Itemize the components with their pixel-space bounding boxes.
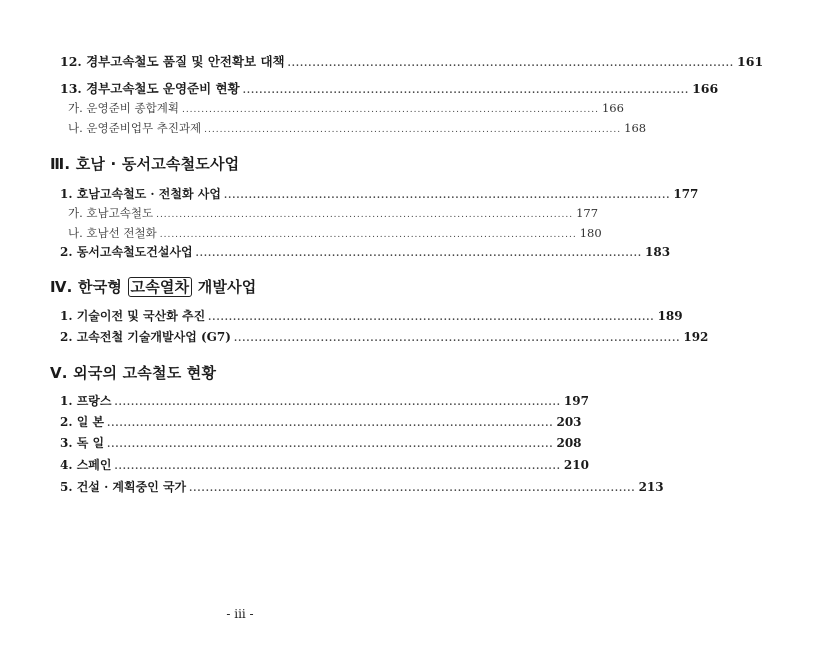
leader-dots: ............................................................................................................ (223, 191, 671, 201)
toc-entry: 12. 경부고속철도 품질 및 안전확보 대책 ............................................................................................................ 161 (0, 52, 480, 70)
leader-dots: ............................................................................................................ (242, 86, 690, 96)
toc-entry: 1. 기술이전 및 국산화 추진 ............................................................................................................ 189 (0, 307, 480, 324)
leader-dots: ............................................................................................................ (114, 462, 561, 472)
page-number: 177 (673, 187, 699, 201)
boxed-term: 고속열차 (128, 277, 193, 297)
page-number: 161 (737, 54, 764, 69)
leader-dots: ............................................................................................................ (233, 334, 681, 344)
toc-subentry: 나. 운영준비업무 추진과제 ............................................................................................................ 168 (0, 120, 480, 136)
page-footer-number: - iii - (226, 607, 254, 621)
leader-dots: ............................................................................................................ (287, 59, 735, 69)
leader-dots: ............................................................................................................ (189, 484, 636, 494)
page-number: 166 (601, 101, 624, 115)
leader-dots: ............................................................................................................ (181, 105, 599, 115)
leader-dots: ............................................................................................................ (159, 230, 577, 240)
toc-entry: 5. 건설 · 계획중인 국가 ............................................................................................................ 213 (0, 478, 480, 495)
page-number: 210 (563, 458, 589, 472)
page-number: 197 (563, 394, 589, 408)
section-heading: Ⅲ. 호남 · 동서고속철도사업 (50, 155, 240, 173)
toc-entry: 13. 경부고속철도 운영준비 현황 ............................................................................................................ 166 (0, 79, 480, 97)
page-number: 192 (683, 330, 709, 344)
leader-dots: ............................................................................................................ (204, 125, 622, 135)
page-number: 203 (556, 415, 582, 429)
leader-dots: ............................................................................................................ (156, 210, 574, 220)
page-number: 189 (657, 309, 683, 323)
toc-subentry: 가. 운영준비 종합계획 ............................................................................................................ 166 (0, 100, 480, 116)
page-number: 180 (579, 226, 602, 240)
page-number: 168 (624, 121, 647, 135)
section-heading: Ⅴ. 외국의 고속철도 현황 (50, 364, 217, 382)
page-number: 213 (638, 480, 664, 494)
toc-entry: 4. 스페인 ............................................................................................................ 210 (0, 456, 480, 473)
toc-entry: 1. 프랑스 ............................................................................................................ 197 (0, 392, 480, 409)
leader-dots: ............................................................................................................ (107, 440, 554, 450)
section-heading: Ⅳ. 한국형 고속열차 개발사업 (50, 278, 257, 296)
leader-dots: ............................................................................................................ (195, 249, 643, 259)
page-number: 183 (645, 245, 671, 259)
toc-entry: 2. 고속전철 기술개발사업 (G7) ............................................................................................................ 192 (0, 328, 480, 345)
toc-entry: 3. 독 일 ............................................................................................................ 208 (0, 434, 480, 451)
toc-entry: 2. 일 본 ............................................................................................................ 203 (0, 413, 480, 430)
toc-subentry: 나. 호남선 전철화 ............................................................................................................ 180 (0, 225, 480, 241)
toc-entry: 1. 호남고속철도 · 전철화 사업 ............................................................................................................ 177 (0, 185, 480, 202)
toc-subentry: 가. 호남고속철도 ............................................................................................................ 177 (0, 205, 480, 221)
leader-dots: ............................................................................................................ (208, 313, 655, 323)
leader-dots: ............................................................................................................ (114, 398, 561, 408)
page-number: 166 (692, 81, 719, 96)
toc-entry: 2. 동서고속철도건설사업 ............................................................................................................ 183 (0, 243, 480, 260)
leader-dots: ............................................................................................................ (107, 419, 554, 429)
page-number: 177 (576, 206, 599, 220)
page-number: 208 (556, 436, 582, 450)
